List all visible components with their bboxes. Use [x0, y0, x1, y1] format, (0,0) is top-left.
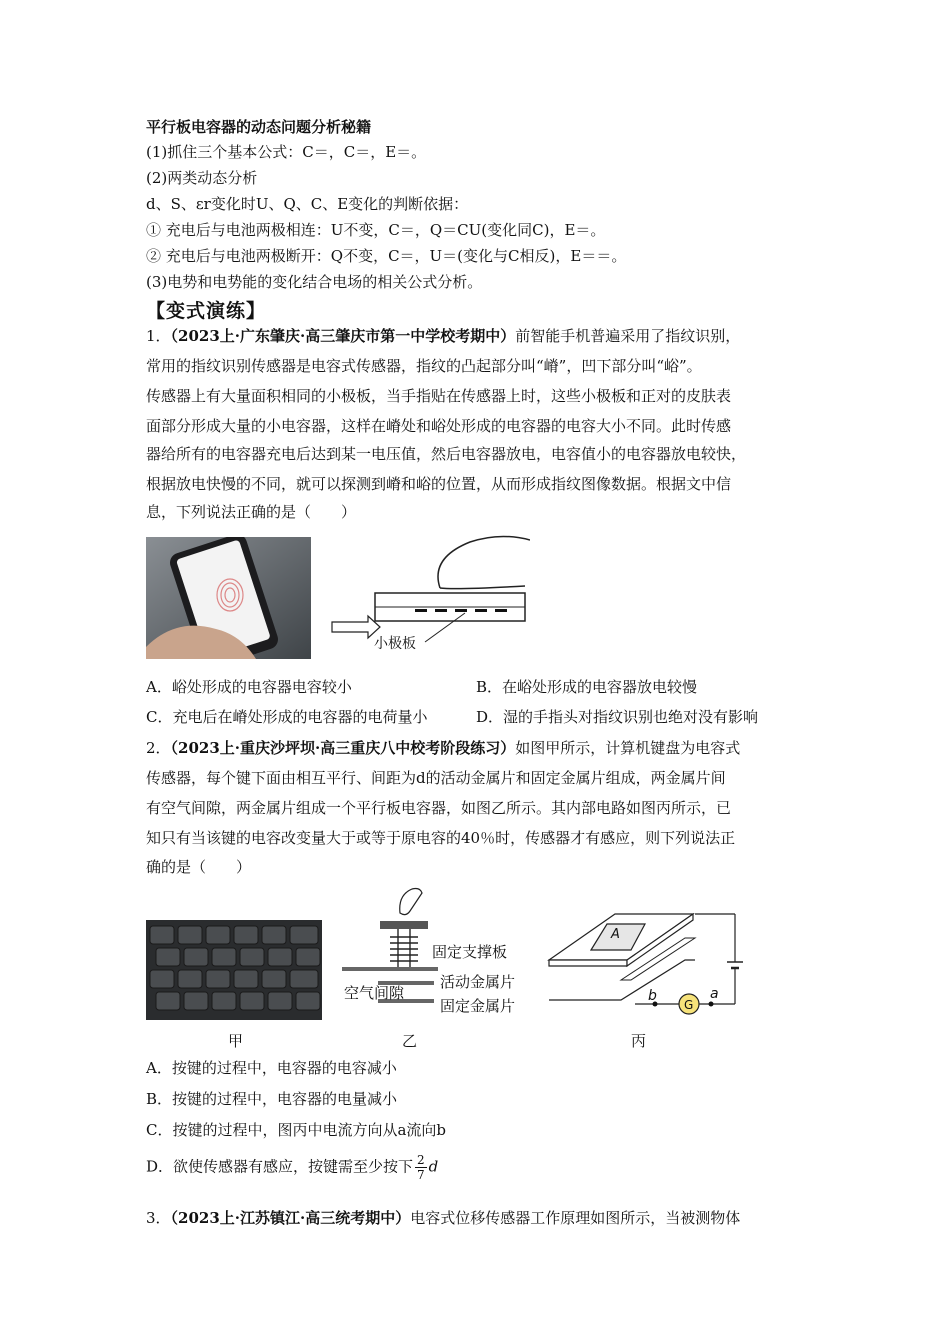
galvanometer-label: G — [684, 998, 694, 1012]
movable-plate-label: 活动金属片 — [440, 973, 516, 991]
air-gap-label: 空气间隙 — [344, 984, 405, 1002]
q1-number: 1． — [146, 327, 171, 345]
q2-source: （2023上·重庆沙坪坝·高三重庆八中校考阶段练习） — [170, 739, 516, 757]
q2-line: 知只有当该键的电容改变量大于或等于原电容的40％时，传感器才有感应，则下列说法正 — [146, 829, 736, 847]
fraction-denominator: 7 — [417, 1168, 425, 1182]
summary-line-5: ② 充电后与电池两极断开：Q不变，C＝，U＝(变化与C相反)，E＝＝。 — [146, 247, 627, 265]
q1-option-b: B．在峪处形成的电容器放电较慢 — [476, 678, 698, 696]
fraction-numerator: 2 — [417, 1153, 425, 1167]
fraction — [415, 1153, 427, 1182]
q1-line: 器给所有的电容器充电后达到某一电压值，然后电容器放电，电容值小的电容器放电较快， — [146, 445, 747, 463]
q2-option-b: B．按键的过程中，电容器的电量减小 — [146, 1090, 398, 1108]
q1-line: 息，下列说法正确的是（ ） — [146, 503, 357, 521]
node-a-label: a — [710, 986, 719, 1002]
caption-yi: 乙 — [402, 1032, 418, 1050]
keyboard-photo — [146, 920, 322, 1020]
q1-line: 面部分形成大量的小电容器，这样在嵴处和峪处形成的电容器的电容大小不同。此时传感 — [146, 417, 732, 435]
q2-option-a: A．按键的过程中，电容器的电容减小 — [146, 1059, 397, 1077]
q2-option-c: C．按键的过程中，图丙中电流方向从a流向b — [146, 1121, 447, 1139]
q2-option-d — [146, 1153, 438, 1182]
q1-line: 根据放电快慢的不同，就可以探测到嵴和峪的位置，从而形成指纹图像数据。根据文中信 — [146, 475, 732, 493]
summary-line-3: d、S、εr变化时U、Q、C、E变化的判断依据： — [146, 195, 469, 213]
q1-option-c: C．充电后在嵴处形成的电容器的电荷量小 — [146, 708, 428, 726]
q2-line: 传感器，每个键下面由相互平行、间距为d的活动金属片和固定金属片组成，两金属片间 — [146, 769, 726, 787]
q3-line: 电容式位移传感器工作原理如图所示，当被测物体 — [410, 1209, 741, 1227]
q1-line: 传感器上有大量面积相同的小极板，当手指贴在传感器上时，这些小极板和正对的皮肤表 — [146, 387, 732, 405]
q2-number: 2． — [146, 739, 171, 757]
q1-first-line — [146, 326, 740, 346]
circuit-diagram — [545, 888, 745, 1020]
q1-line-0: 前智能手机普遍采用了指纹识别， — [515, 327, 741, 345]
q2-first-line — [146, 738, 740, 758]
q1-option-d: D．湿的手指头对指纹识别也绝对没有影响 — [476, 708, 759, 726]
phone-fingerprint-photo — [146, 537, 311, 659]
q2-line: 有空气间隙，两金属片组成一个平行板电容器，如图乙所示。其内部电路如图丙所示，已 — [146, 799, 732, 817]
q1-option-a: A．峪处形成的电容器电容较小 — [146, 678, 352, 696]
q3-source: （2023上·江苏镇江·高三统考期中） — [170, 1209, 411, 1227]
key-a-label: A — [611, 927, 620, 942]
fraction-variable: d — [428, 1157, 439, 1176]
q1-source: （2023上·广东肇庆·高三肇庆市第一中学校考期中） — [170, 327, 516, 345]
summary-line-4: ① 充电后与电池两极相连：U不变，C＝，Q＝CU(变化同C)，E＝。 — [146, 221, 606, 239]
q2-line: 确的是（ ） — [146, 858, 252, 876]
caption-bing: 丙 — [631, 1032, 647, 1050]
section-heading: 【变式演练】 — [146, 300, 267, 322]
summary-line-2: (2)两类动态分析 — [146, 169, 258, 187]
summary-line-6: (3)电势和电势能的变化结合电场的相关公式分析。 — [146, 273, 483, 291]
summary-title: 平行板电容器的动态问题分析秘籍 — [146, 118, 372, 136]
fixed-support-label: 固定支撑板 — [432, 943, 508, 961]
q3-number: 3． — [146, 1209, 171, 1227]
summary-line-1: (1)抓住三个基本公式：C＝，C＝，E＝。 — [146, 143, 427, 161]
small-plate-label: 小极板 — [374, 636, 416, 652]
key-structure-diagram — [340, 885, 540, 1025]
fixed-plate-label: 固定金属片 — [440, 997, 516, 1015]
caption-jia: 甲 — [228, 1032, 244, 1050]
q3-first-line — [146, 1208, 740, 1228]
q2-option-d-text: D．欲使传感器有感应，按键需至少按下 — [146, 1157, 414, 1176]
node-b-label: b — [648, 988, 657, 1004]
q1-line: 常用的指纹识别传感器是电容式传感器，指纹的凸起部分叫“嵴”，凹下部分叫“峪”。 — [146, 357, 702, 375]
q2-line-0: 如图甲所示，计算机键盘为电容式 — [515, 739, 741, 757]
fingerprint-sensor-diagram — [330, 528, 530, 658]
